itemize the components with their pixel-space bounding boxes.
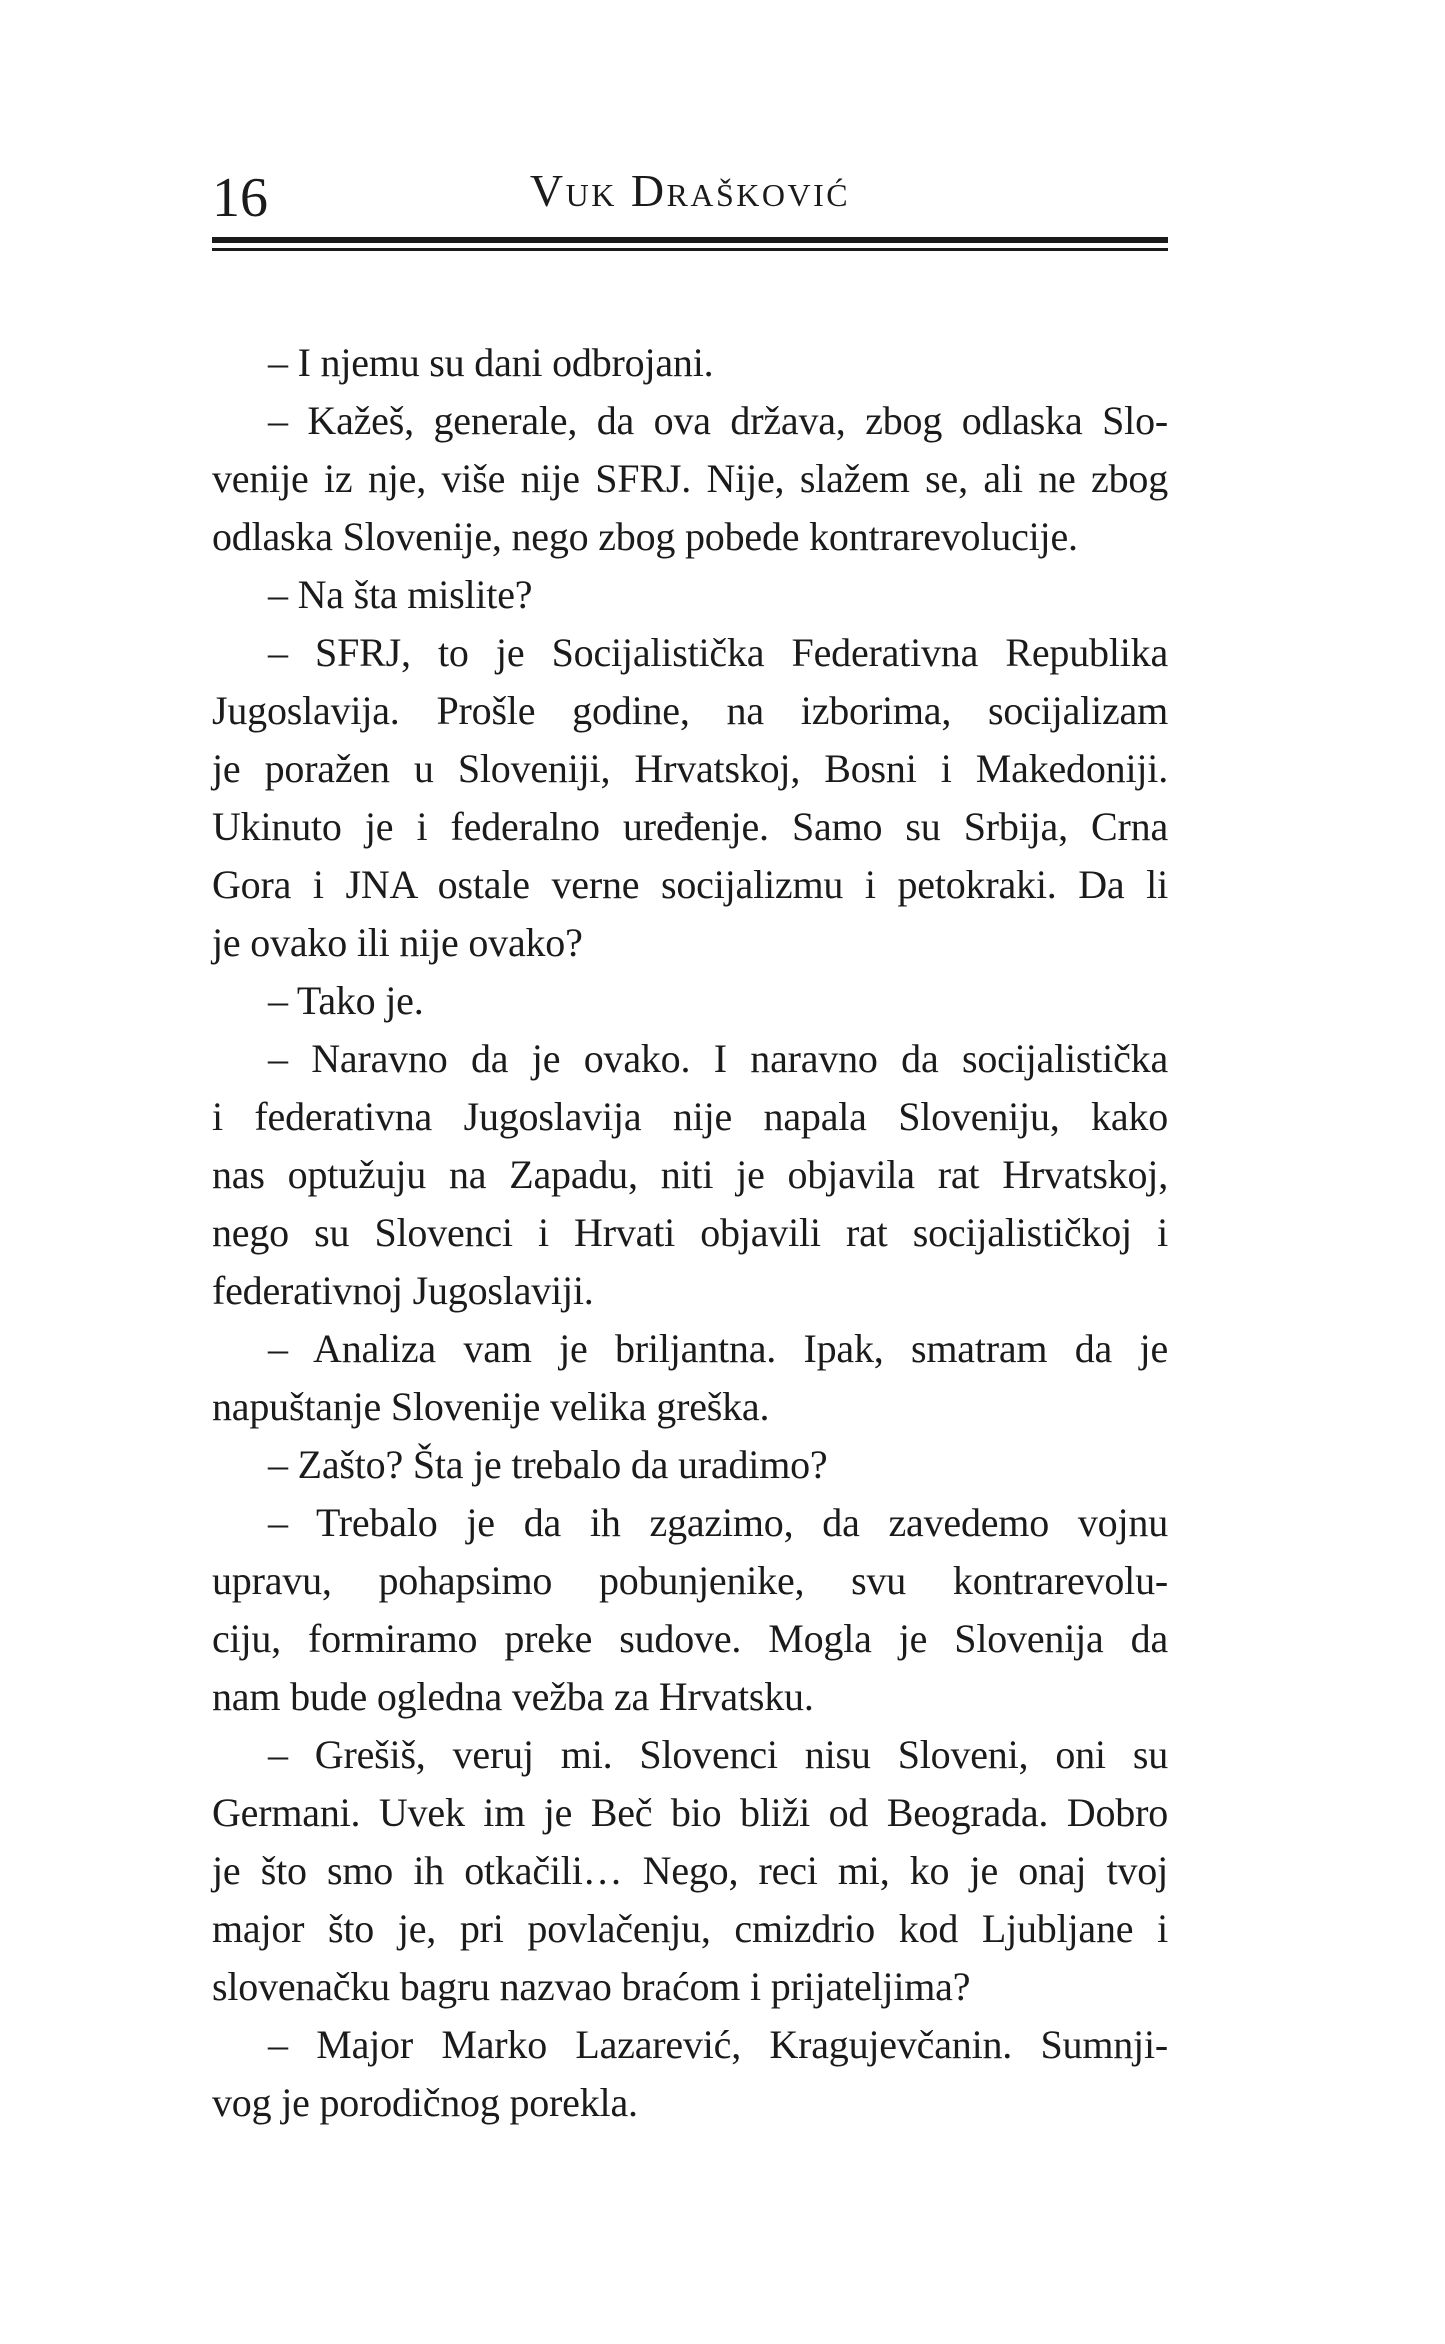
- text-line: nas optužuju na Zapadu, niti je objavila rat Hrvatskoj,: [212, 1152, 1168, 1197]
- text-line: – Major Marko Lazarević, Kragujevčanin. Sumnji-: [268, 2022, 1168, 2067]
- text-line: – Kažeš, generale, da ova država, zbog odlaska Slo-: [268, 398, 1168, 443]
- text-line: – SFRJ, to je Socijalistička Federativna Republika: [268, 630, 1168, 675]
- text-line: upravu, pohapsimo pobunjenike, svu kontrarevolu-: [212, 1558, 1168, 1603]
- text-line: – Na šta mislite?: [268, 572, 533, 617]
- text-line: venije iz nje, više nije SFRJ. Nije, slažem se, ali ne zbog: [212, 456, 1168, 501]
- text-line: – I njemu su dani odbrojani.: [268, 340, 714, 385]
- text-line: napuštanje Slovenije velika greška.: [212, 1384, 770, 1429]
- text-line: nego su Slovenci i Hrvati objavili rat socijalističkoj i: [212, 1210, 1168, 1255]
- text-line: – Zašto? Šta je trebalo da uradimo?: [268, 1442, 828, 1487]
- text-line: odlaska Slovenije, nego zbog pobede kontrarevolucije.: [212, 514, 1078, 559]
- text-line: Ukinuto je i federalno uređenje. Samo su Srbija, Crna: [212, 804, 1168, 849]
- text-line: nam bude ogledna vežba za Hrvatsku.: [212, 1674, 814, 1719]
- text-line: Germani. Uvek im je Beč bio bliži od Beograda. Dobro: [212, 1790, 1168, 1835]
- text-line: i federativna Jugoslavija nije napala Sloveniju, kako: [212, 1094, 1168, 1139]
- text-line: major što je, pri povlačenju, cmizdrio kod Ljubljane i: [212, 1906, 1168, 1951]
- text-line: slovenačku bagru nazvao braćom i prijateljima?: [212, 1964, 971, 2009]
- text-line: vog je porodičnog porekla.: [212, 2080, 638, 2125]
- text-line: je poražen u Sloveniji, Hrvatskoj, Bosni i Makedoniji.: [212, 746, 1168, 791]
- text-line: je što smo ih otkačili… Nego, reci mi, ko je onaj tvoj: [212, 1848, 1168, 1893]
- text-line: federativnoj Jugoslaviji.: [212, 1268, 594, 1313]
- running-header-author: Vuk Drašković: [529, 165, 851, 216]
- header-rule-thin: [212, 248, 1168, 251]
- text-line: – Trebalo je da ih zgazimo, da zavedemo vojnu: [268, 1500, 1168, 1545]
- text-line: – Tako je.: [268, 978, 424, 1023]
- body-text: [212, 334, 1168, 2132]
- text-line: – Grešiš, veruj mi. Slovenci nisu Sloveni, oni su: [268, 1732, 1168, 1777]
- text-line: ciju, formiramo preke sudove. Mogla je Slovenija da: [212, 1616, 1168, 1661]
- text-line: Gora i JNA ostale verne socijalizmu i petokraki. Da li: [212, 862, 1168, 907]
- text-line: je ovako ili nije ovako?: [212, 920, 583, 965]
- text-line: – Naravno da je ovako. I naravno da socijalistička: [268, 1036, 1168, 1081]
- header-rule-thick: [212, 237, 1168, 243]
- text-line: Jugoslavija. Prošle godine, na izborima, socijalizam: [212, 688, 1168, 733]
- text-line: – Analiza vam je briljantna. Ipak, smatram da je: [268, 1326, 1168, 1371]
- page-number: 16: [212, 167, 268, 229]
